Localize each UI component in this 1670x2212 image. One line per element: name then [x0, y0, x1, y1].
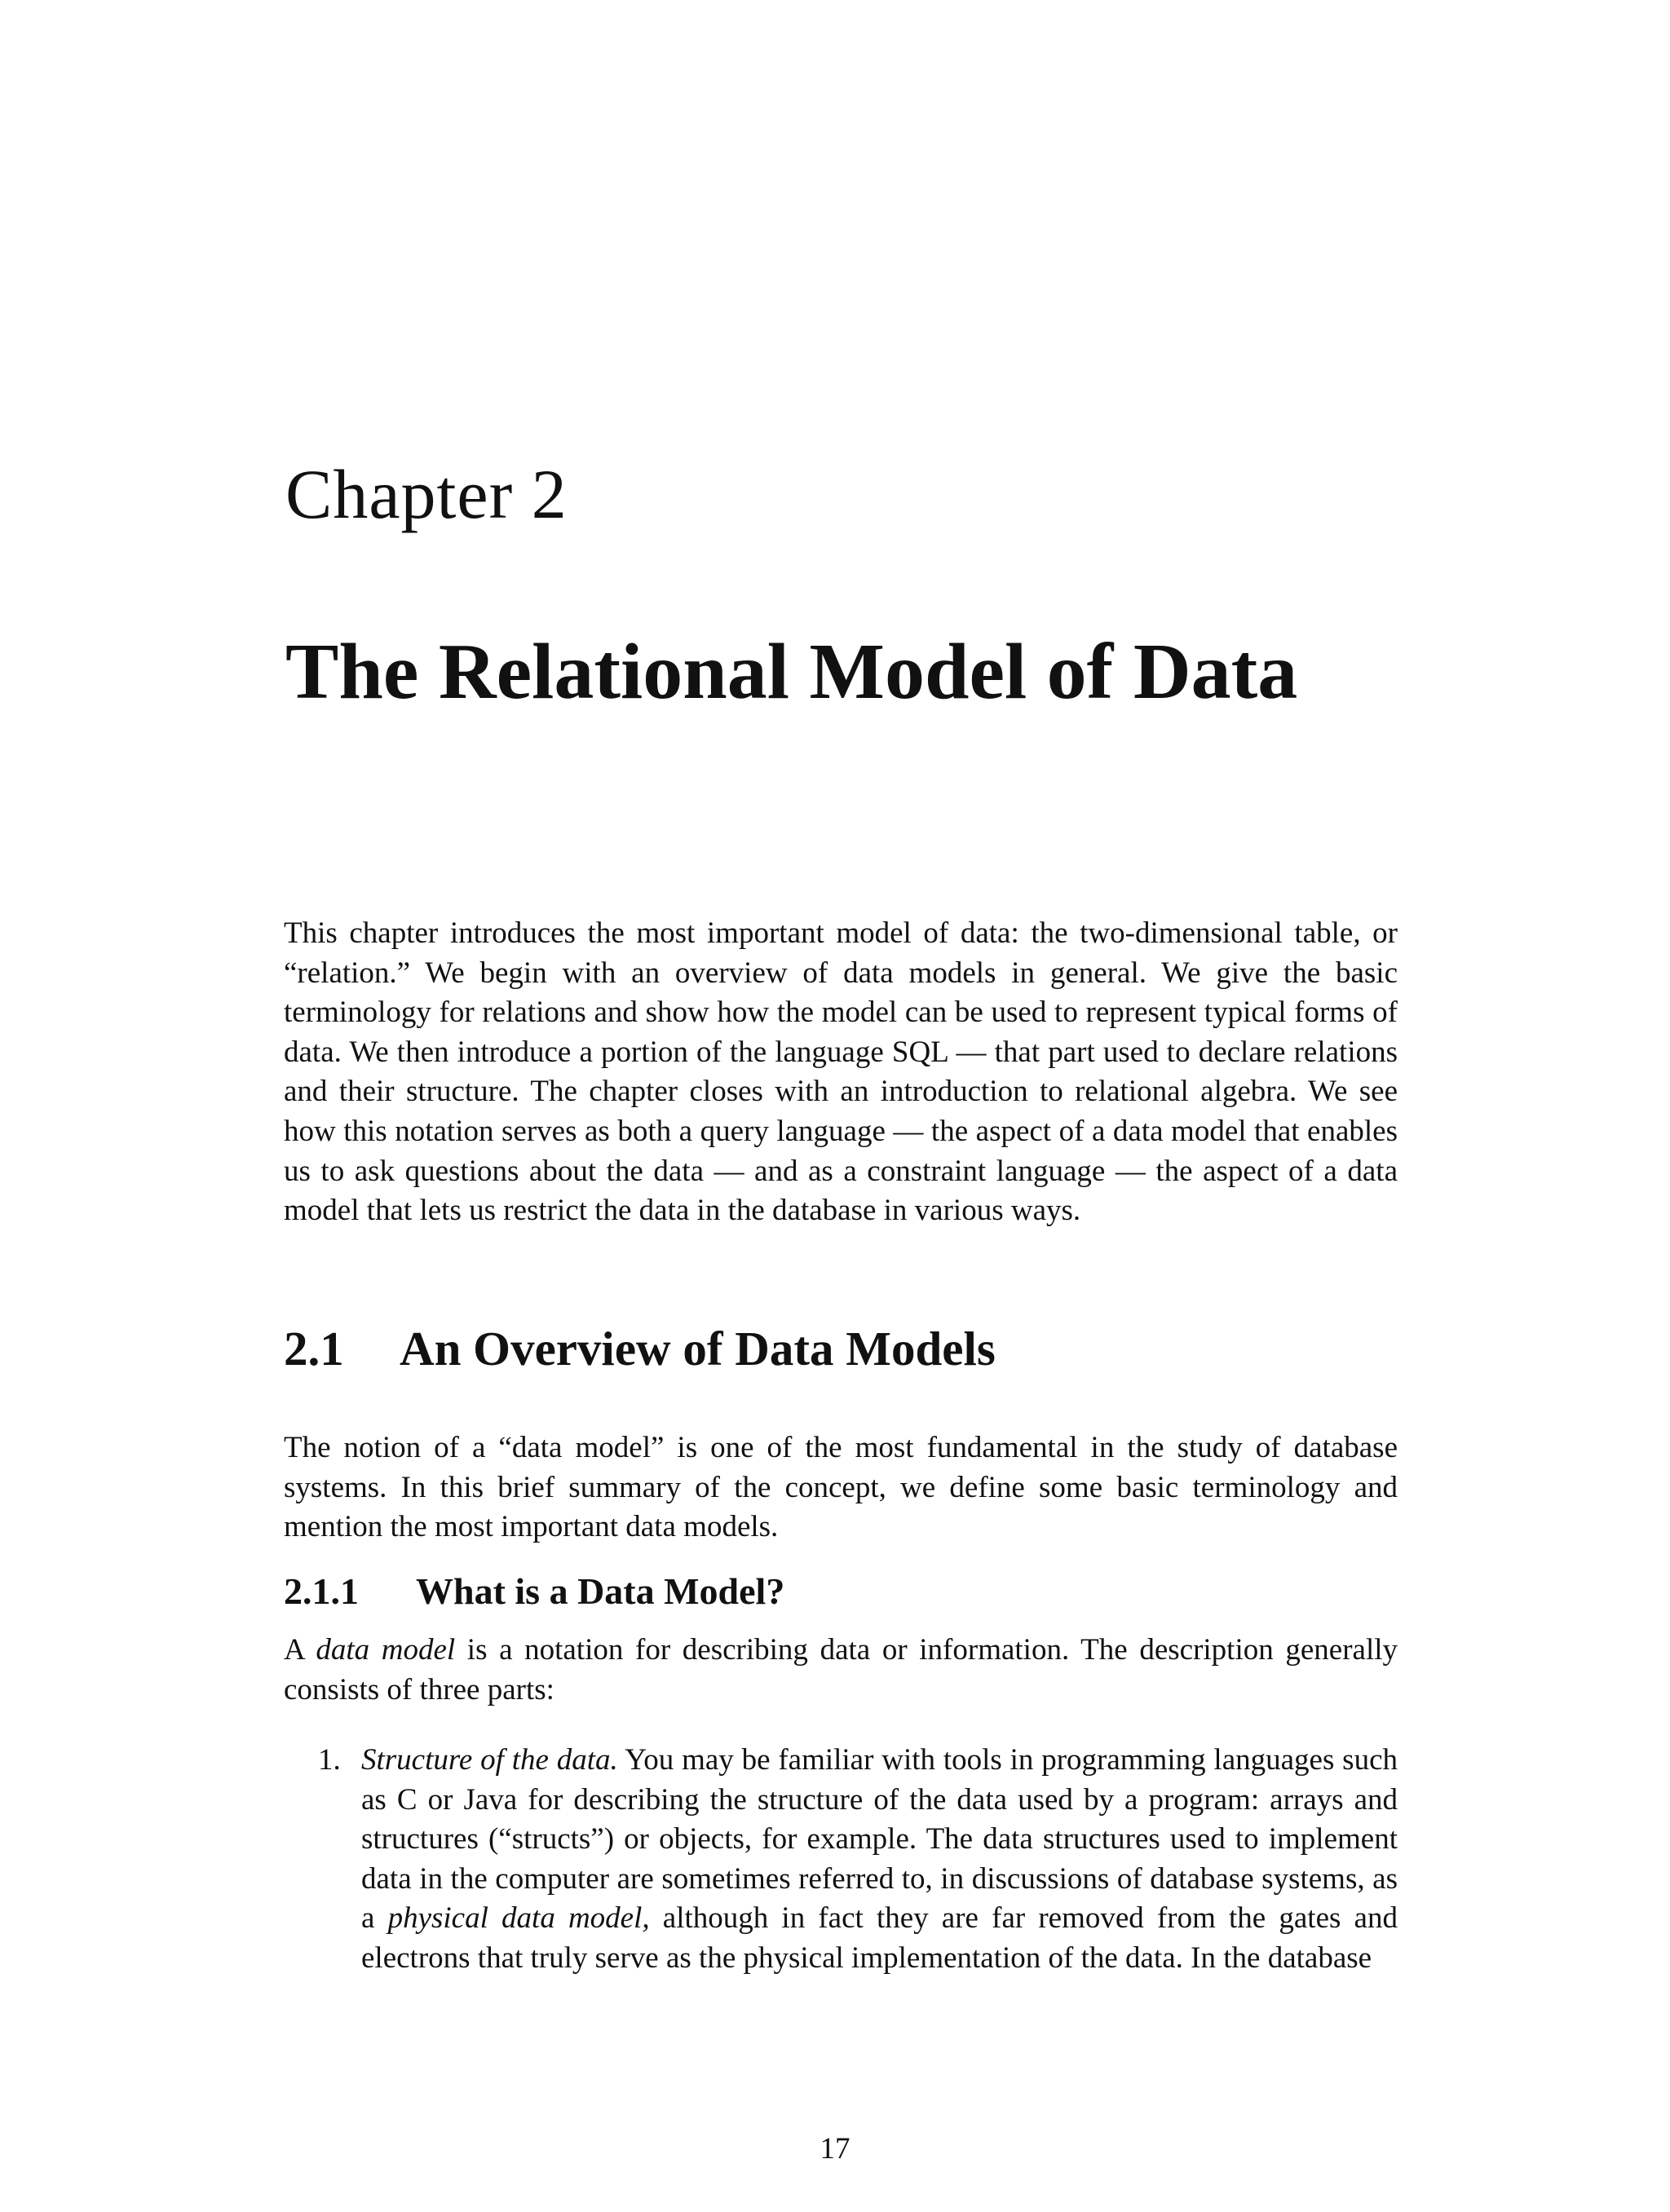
- subsection-para-prefix: A: [284, 1633, 316, 1667]
- list-item-text-b: although in fact they are far removed from the gates and electrons that truly serve as the physical implementation of the data. In the database: [361, 1901, 1398, 1975]
- section-number: 2.1: [284, 1322, 344, 1375]
- list-item-text-a: You may be familiar with tools in programming languages such as C or Java for describing the structure of the data used by a program: arrays and structures (“structs”) or objects, for example. The data structures used to implement data in the computer are sometimes referred to, in discussions of database systems, as a: [361, 1743, 1398, 1936]
- term-data-model: data model: [316, 1633, 456, 1667]
- data-model-parts-list: [318, 1741, 1398, 1979]
- chapter-label: Chapter 2: [285, 455, 568, 533]
- subsection-number: 2.1.1: [284, 1570, 359, 1612]
- chapter-title: The Relational Model of Data: [285, 628, 1298, 716]
- chapter-intro-paragraph: This chapter introduces the most important model of data: the two-dimensional table, or “relation.” We begin with an overview of data models in general. We give the basic terminology for relations and show how the model can be used to represent typical forms of data. We then introduce a portion of the language SQL — that part used to declare relations and their structure. The chapter closes with an introduction to relational algebra. We see how this notation serves as both a query language — the aspect of a data model that enables us to ask questions about the data — and as a constraint language — the aspect of a data model that lets us restrict the data in the database in various ways.: [284, 916, 1398, 1228]
- section-paragraph: The notion of a “data model” is one of the most fundamental in the study of database systems. In this brief summary of the concept, we define some basic terminology and mention the most important data models.: [284, 1431, 1398, 1544]
- subsection-heading: [284, 1565, 784, 1618]
- page-number: 17: [820, 2132, 850, 2166]
- list-item: [318, 1741, 1398, 1979]
- subsection-title: What is a Data Model?: [416, 1570, 785, 1612]
- subsection-para-rest: is a notation for describing data or information. The description generally consists of three parts:: [284, 1633, 1398, 1706]
- subsection-paragraph: [284, 1631, 1398, 1710]
- section-title: An Overview of Data Models: [400, 1322, 996, 1375]
- list-marker: 1.: [318, 1743, 341, 1777]
- section-heading: [284, 1316, 996, 1381]
- list-item-heading: Structure of the data.: [361, 1743, 618, 1777]
- term-physical-data-model: physical data model,: [387, 1901, 650, 1936]
